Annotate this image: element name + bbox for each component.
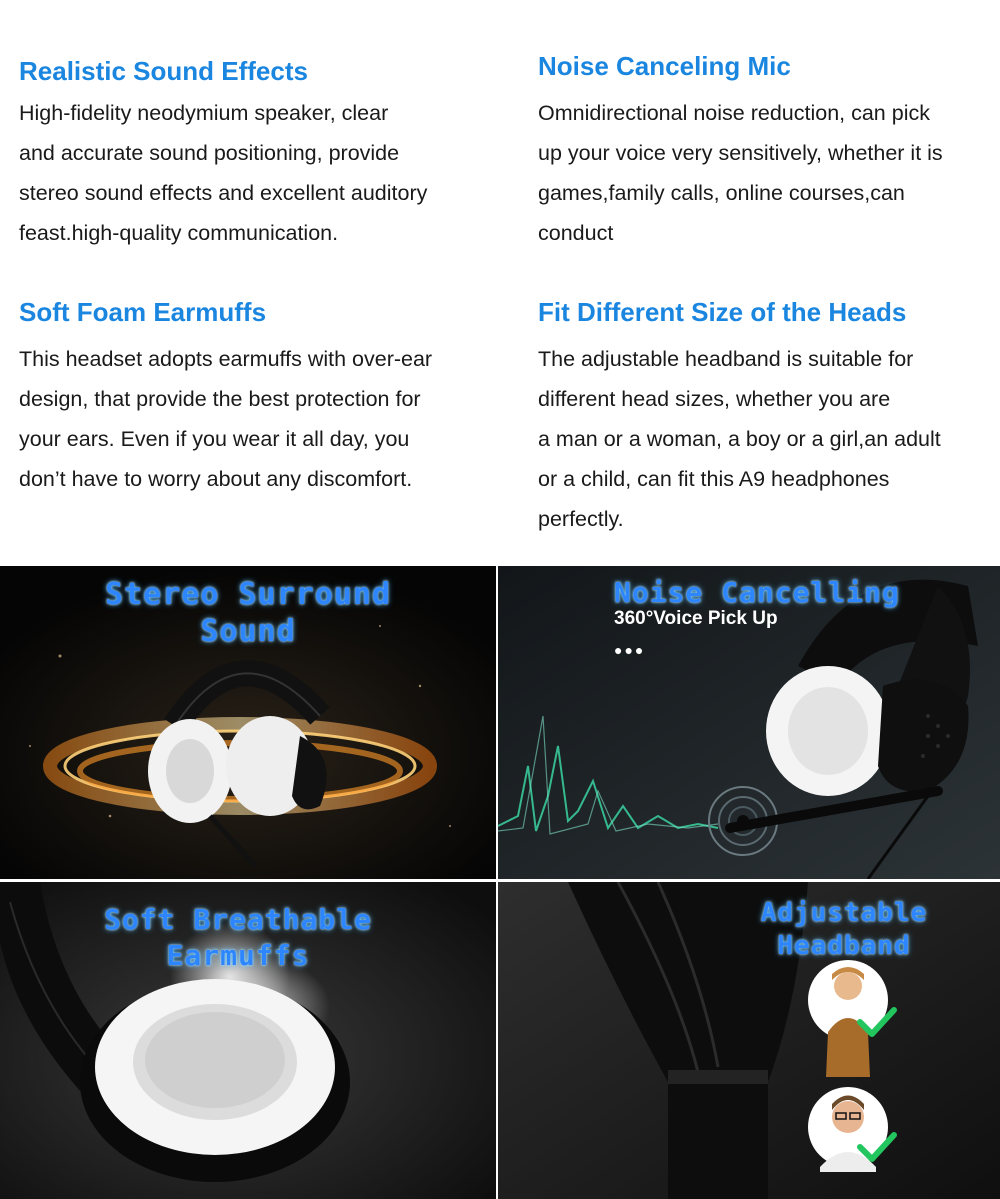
feature-line: High-fidelity neodymium speaker, clear bbox=[19, 101, 389, 125]
feature-line: perfectly. bbox=[538, 507, 624, 531]
feature-title: Noise Canceling Mic bbox=[538, 51, 791, 81]
panel-soft-earmuffs bbox=[0, 882, 496, 1199]
panel-title-line: Headband bbox=[777, 931, 911, 961]
feature-line: up your voice very sensitively, whether it is bbox=[538, 141, 943, 165]
feature-line: The adjustable headband is suitable for bbox=[538, 347, 914, 371]
panel-subtitle: 360°Voice Pick Up bbox=[614, 608, 778, 629]
panel-title bbox=[0, 576, 496, 650]
feature-description bbox=[538, 93, 993, 253]
feature-title: Fit Different Size of the Heads bbox=[538, 297, 907, 327]
feature-noise-mic bbox=[538, 51, 993, 253]
panel-title bbox=[754, 897, 934, 963]
panel-title: Noise Cancelling bbox=[614, 576, 900, 609]
feature-description bbox=[19, 339, 489, 499]
feature-foam-earmuffs bbox=[19, 297, 489, 499]
feature-realistic-sound bbox=[19, 56, 489, 253]
feature-line: games,family calls, online courses,can bbox=[538, 181, 905, 205]
feature-line: design, that provide the best protection for bbox=[19, 387, 421, 411]
feature-description bbox=[538, 339, 993, 539]
panel-dots: ●●● bbox=[614, 642, 646, 658]
feature-line: stereo sound effects and excellent auditory bbox=[19, 181, 428, 205]
feature-description bbox=[19, 93, 489, 253]
panel-title-line: Earmuffs bbox=[166, 939, 310, 972]
panel-title-line: Adjustable bbox=[760, 898, 928, 928]
feature-title: Soft Foam Earmuffs bbox=[19, 297, 267, 327]
feature-line: Omnidirectional noise reduction, can pick bbox=[538, 101, 930, 125]
panel-title-line: Soft Breathable bbox=[104, 903, 372, 936]
feature-line: feast.high-quality communication. bbox=[19, 221, 339, 245]
feature-line: a man or a woman, a boy or a girl,an adult bbox=[538, 427, 941, 451]
feature-line: different head sizes, whether you are bbox=[538, 387, 891, 411]
feature-line: don’t have to worry about any discomfort. bbox=[19, 467, 413, 491]
feature-line: or a child, can fit this A9 headphones bbox=[538, 467, 890, 491]
feature-line: and accurate sound positioning, provide bbox=[19, 141, 400, 165]
feature-line: your ears. Even if you wear it all day, you bbox=[19, 427, 410, 451]
panel-title-line: Sound bbox=[200, 614, 296, 649]
panel-noise-cancelling bbox=[498, 566, 1000, 879]
panel-adjustable-headband bbox=[498, 882, 1000, 1199]
panel-title-line: Stereo Surround bbox=[105, 577, 391, 612]
feature-line: conduct bbox=[538, 221, 614, 245]
panel-stereo-surround bbox=[0, 566, 496, 879]
feature-title: Realistic Sound Effects bbox=[19, 56, 308, 86]
feature-head-sizes bbox=[538, 297, 993, 539]
panel-title bbox=[0, 902, 476, 974]
feature-line: This headset adopts earmuffs with over-ear bbox=[19, 347, 433, 371]
